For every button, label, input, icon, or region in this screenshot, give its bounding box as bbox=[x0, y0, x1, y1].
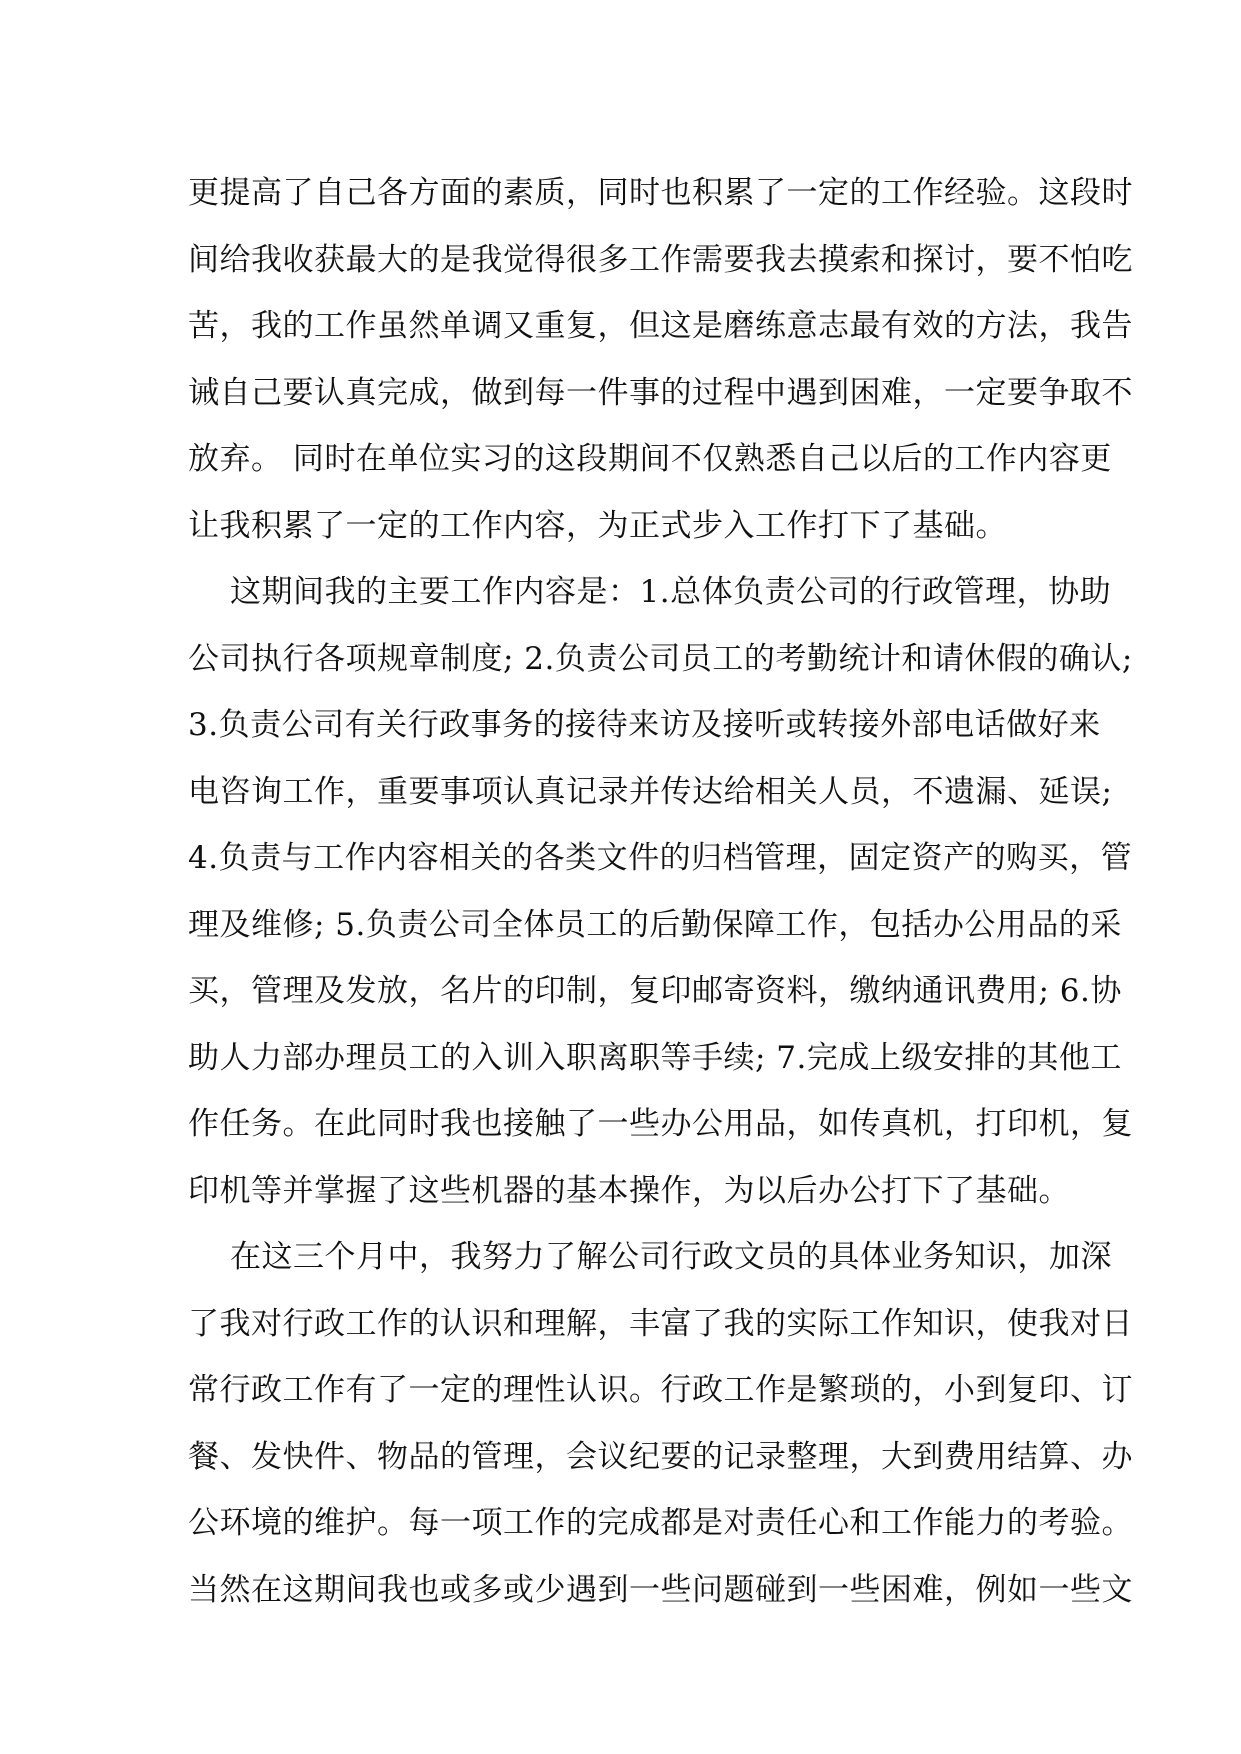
text-line: 在这三个月中，我努力了解公司行政文员的具体业务知识，加深 bbox=[230, 1239, 1112, 1275]
text-line: 更提高了自己各方面的素质，同时也积累了一定的工作经验。这段时 bbox=[188, 175, 1133, 211]
text-line: 印机等并掌握了这些机器的基本操作，为以后办公打下了基础。 bbox=[188, 1172, 1070, 1209]
text-line: 买，管理及发放，名片的印制，复印邮寄资料，缴纳通讯费用; 6.协 bbox=[188, 973, 1122, 1009]
paragraph bbox=[188, 1224, 1133, 1623]
paragraph bbox=[188, 559, 1133, 1224]
body-text bbox=[188, 160, 1133, 1623]
text-line: 公环境的维护。每一项工作的完成都是对责任心和工作能力的考验。 bbox=[188, 1505, 1133, 1541]
text-line: 3.负责公司有关行政事务的接待来访及接听或转接外部电话做好来 bbox=[188, 707, 1101, 743]
text-line: 了我对行政工作的认识和理解，丰富了我的实际工作知识，使我对日 bbox=[188, 1305, 1133, 1342]
text-line: 餐、发快件、物品的管理，会议纪要的记录整理，大到费用结算、办 bbox=[188, 1438, 1133, 1475]
text-line: 助人力部办理员工的入训入职离职等手续; 7.完成上级安排的其他工 bbox=[188, 1039, 1122, 1076]
text-line: 公司执行各项规章制度; 2.负责公司员工的考勤统计和请休假的确认; bbox=[188, 640, 1133, 677]
text-line: 苦，我的工作虽然单调又重复，但这是磨练意志最有效的方法，我告 bbox=[188, 308, 1133, 344]
text-line: 电咨询工作，重要事项认真记录并传达给相关人员，不遗漏、延误; bbox=[188, 773, 1113, 810]
paragraph bbox=[188, 160, 1133, 559]
text-line: 这期间我的主要工作内容是：1.总体负责公司的行政管理，协助 bbox=[230, 574, 1112, 610]
text-line: 间给我收获最大的是我觉得很多工作需要我去摸索和探讨，要不怕吃 bbox=[188, 241, 1133, 278]
text-line: 作任务。在此同时我也接触了一些办公用品，如传真机，打印机，复 bbox=[188, 1106, 1133, 1142]
text-line: 让我积累了一定的工作内容，为正式步入工作打下了基础。 bbox=[188, 507, 1007, 544]
text-line: 常行政工作有了一定的理性认识。行政工作是繁琐的，小到复印、订 bbox=[188, 1372, 1133, 1408]
text-line: 诫自己要认真完成，做到每一件事的过程中遇到困难，一定要争取不 bbox=[188, 374, 1133, 411]
text-line: 理及维修; 5.负责公司全体员工的后勤保障工作，包括办公用品的采 bbox=[188, 906, 1122, 943]
text-line: 当然在这期间我也或多或少遇到一些问题碰到一些困难，例如一些文 bbox=[188, 1571, 1133, 1608]
text-line: 4.负责与工作内容相关的各类文件的归档管理，固定资产的购买，管 bbox=[188, 840, 1133, 876]
text-line: 放弃。 同时在单位实习的这段期间不仅熟悉自己以后的工作内容更 bbox=[188, 441, 1112, 477]
